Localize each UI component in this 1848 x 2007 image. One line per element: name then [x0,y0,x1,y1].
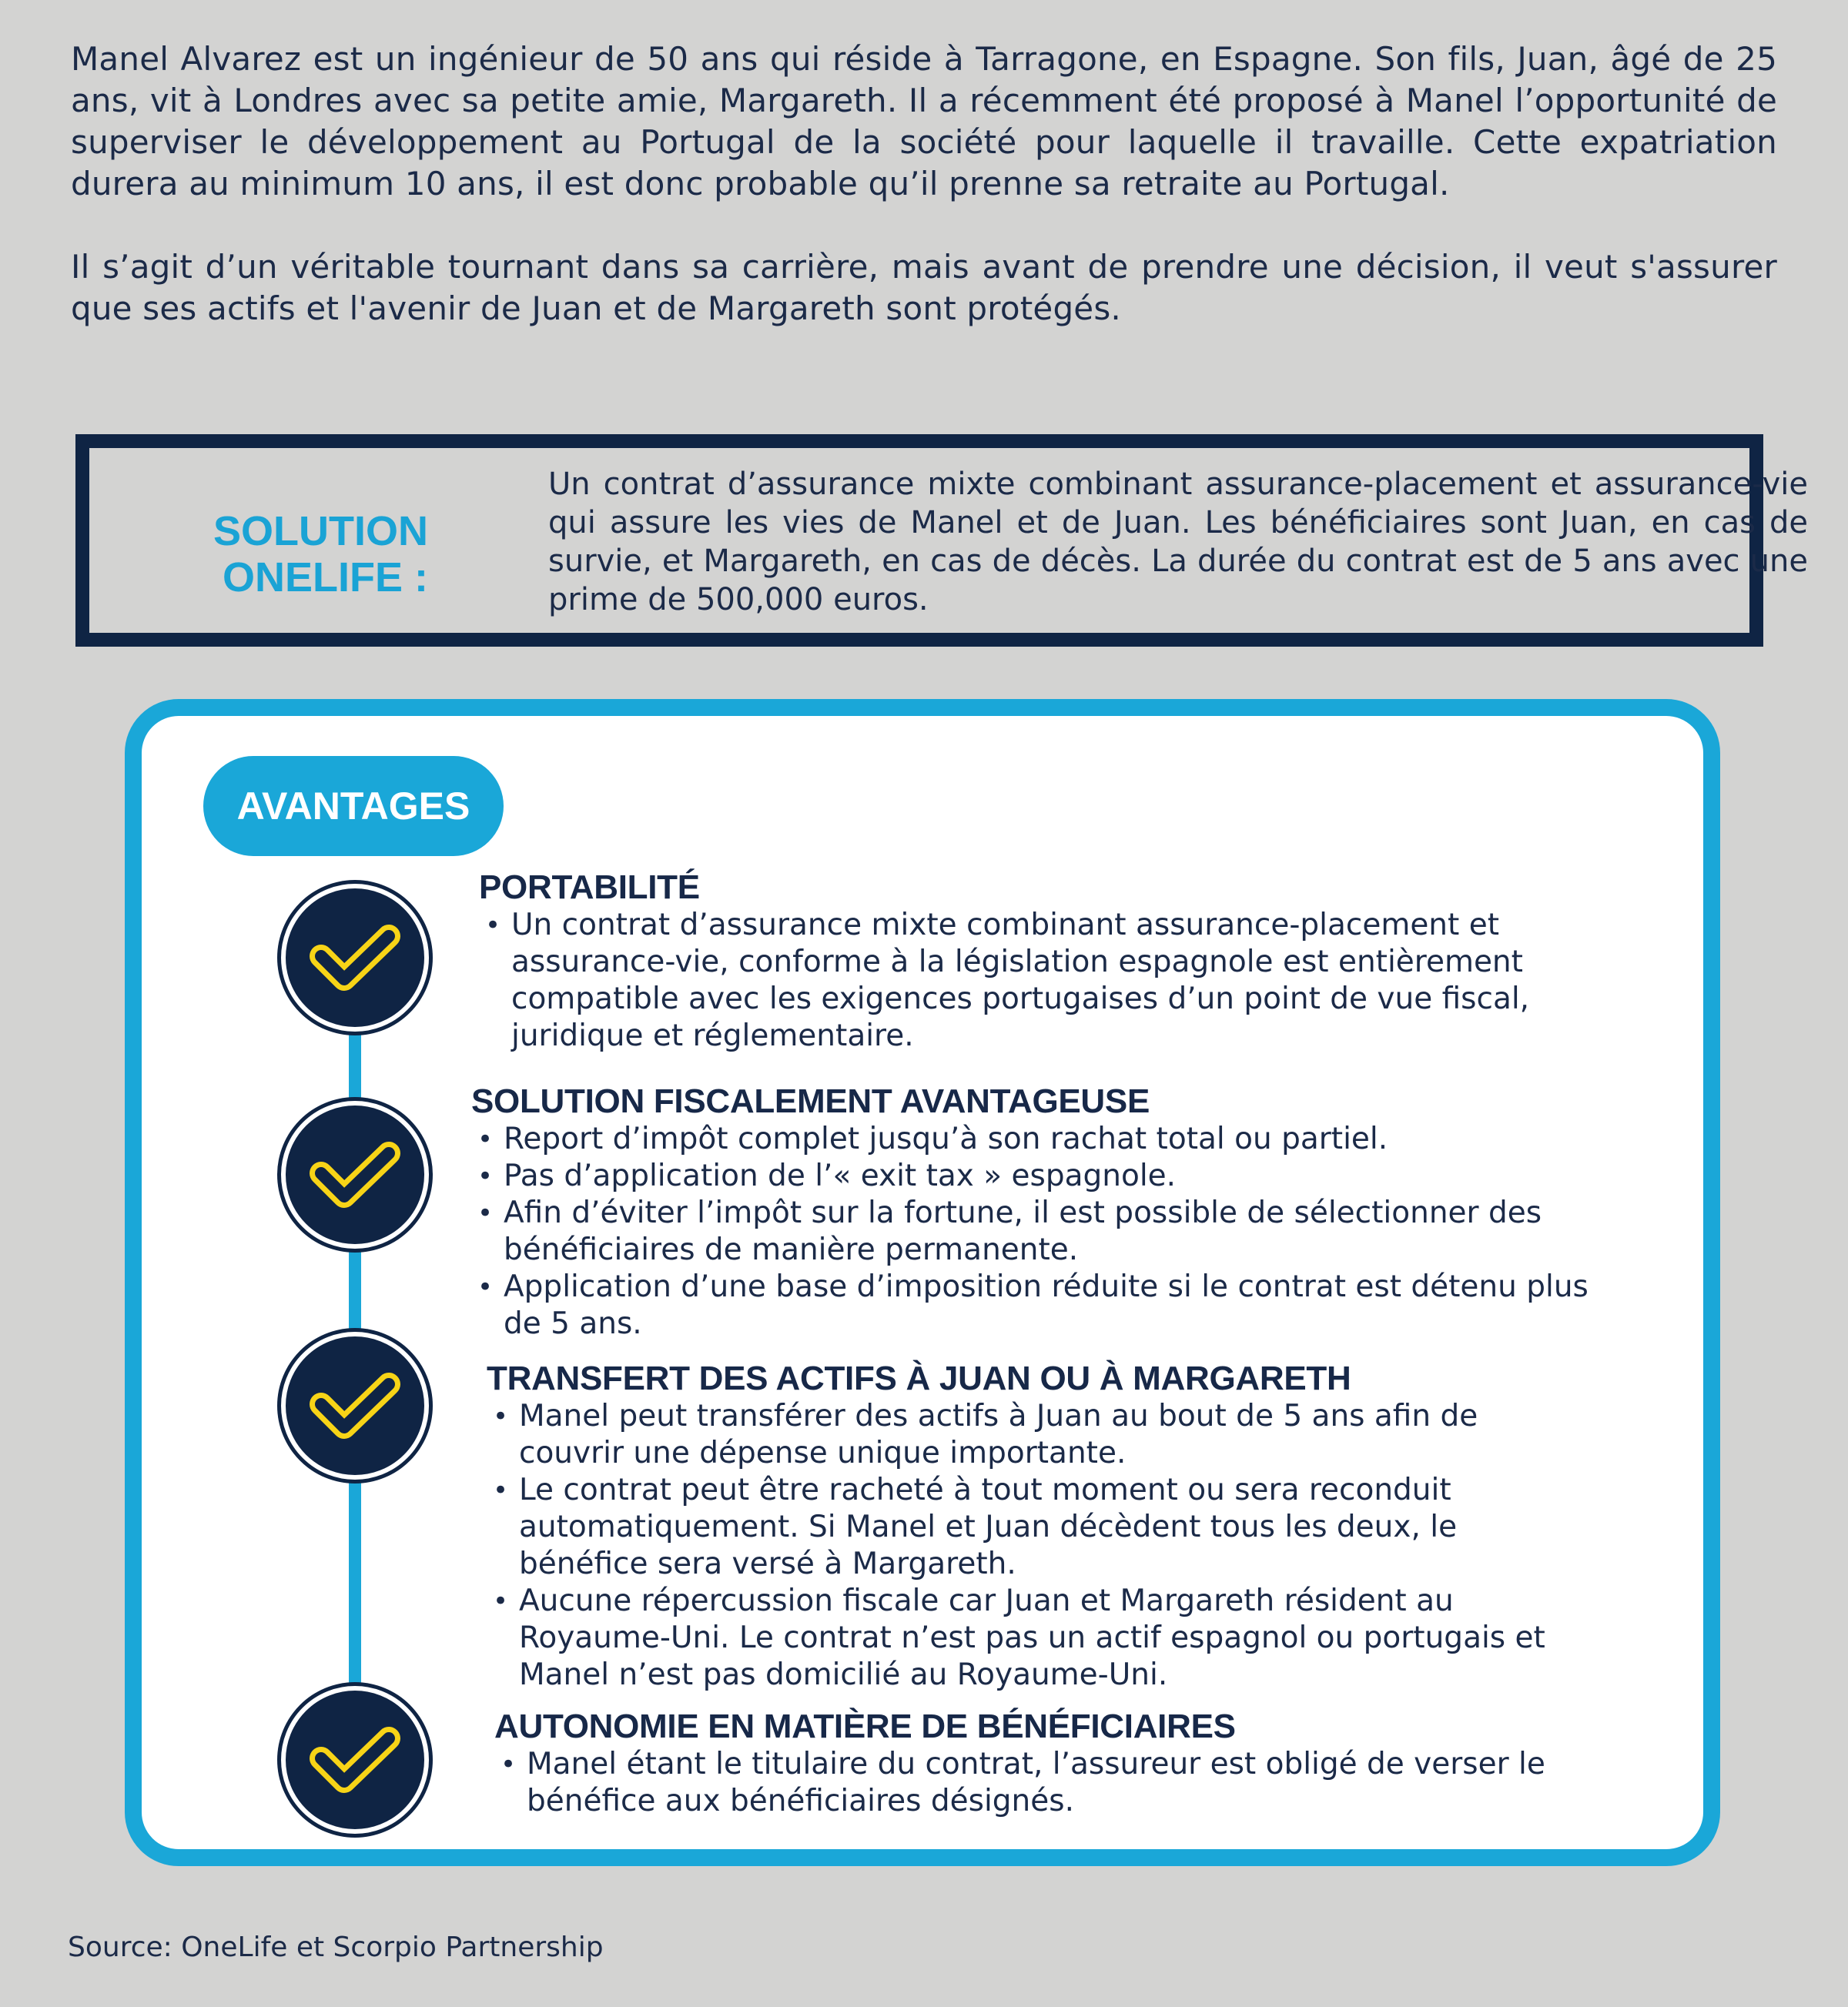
list-item: • Afin d’éviter l’impôt sur la fortune, il est possible de sélectionner des bénéficiaires de manière permanente. [471,1195,1626,1269]
avantage-autonomie [494,1708,1572,1820]
avantage-title: PORTABILITÉ [479,868,700,906]
solution-label-line-2: ONELIFE : [223,554,428,600]
avantage-bullets [471,1121,1626,1343]
list-item: • Report d’impôt complet jusqu’à son rachat total ou partiel. [471,1121,1626,1158]
solution-label [174,508,428,600]
avantages-badge: AVANTAGES [203,756,504,856]
list-item: • Aucune répercussion fiscale car Juan et Margareth résident au Royaume-Uni. Le contrat n’est pas un actif espagnol ou portugais et Manel n’est pas domicilié au Royaume-Uni. [487,1583,1580,1694]
check-icon [281,884,429,1032]
list-item: • Un contrat d’assurance mixte combinant assurance-placement et assurance-vie, conforme à la législation espagnole est entièrement compatible avec les exigences portugaises d’un point de vue fiscal, juridique et réglementaire. [479,907,1588,1055]
list-item: • Pas d’application de l’« exit tax » espagnole. [471,1158,1626,1195]
avantage-bullets [479,907,1588,1055]
solution-description: Un contrat d’assurance mixte combinant assurance-placement et assurance-vie qui assure les vies de Manel et de Juan. Les bénéficiaires sont Juan, en cas de survie, et Margareth, en cas de décès. La durée du contrat est de 5 ans avec une prime de 500,000 euros. [548,467,1808,617]
avantages-card [125,699,1720,1866]
avantage-title: AUTONOMIE EN MATIÈRE DE BÉNÉFICIAIRES [494,1708,1236,1745]
list-item: • Application d’une base d’imposition réduite si le contrat est détenu plus de 5 ans. [471,1269,1626,1343]
list-item: • Manel peut transférer des actifs à Juan au bout de 5 ans afin de couvrir une dépense unique importante. [487,1398,1580,1472]
avantage-bullets [487,1398,1580,1694]
avantage-transfert [487,1360,1580,1694]
avantage-portabilite [479,868,1588,1055]
timeline-line [349,947,361,1686]
solution-box [75,434,1808,647]
check-icon [281,1332,429,1480]
intro-paragraph-1: Manel Alvarez est un ingénieur de 50 ans qui réside à Tarragone, en Espagne. Son fils, Juan, âgé de 25 ans, vit à Londres avec sa petite amie, Margareth. Il a récemment été proposé à Manel l’opportunité de superviser le développement au Portugal de la société pour laquelle il travaille. Cette expatriation durera au minimum 10 ans, il est donc probable qu’il prenne sa retraite au Portugal. [71,40,1777,202]
intro-paragraph-2: Il s’agit d’un véritable tournant dans sa carrière, mais avant de prendre une décision, il veut s'assurer que ses actifs et l'avenir de Juan et de Margareth sont protégés. [71,248,1777,327]
solution-box-inner [89,448,1808,633]
solution-label-line-1: SOLUTION [213,508,428,554]
avantage-bullets [494,1746,1572,1820]
avantage-title: SOLUTION FISCALEMENT AVANTAGEUSE [471,1082,1150,1120]
list-item: • Manel étant le titulaire du contrat, l’assureur est obligé de verser le bénéfice aux bénéficiaires désignés. [494,1746,1572,1820]
avantage-fiscal [471,1082,1626,1343]
check-icon [281,1686,429,1834]
check-icon [281,1101,429,1249]
source-note: Source: OneLife et Scorpio Partnership [68,1932,604,1963]
list-item: • Le contrat peut être racheté à tout moment ou sera reconduit automatiquement. Si Manel et Juan décèdent tous les deux, le bénéfice sera versé à Margareth. [487,1472,1580,1583]
intro-text [71,38,1777,371]
avantage-title: TRANSFERT DES ACTIFS À JUAN OU À MARGARETH [487,1360,1351,1397]
